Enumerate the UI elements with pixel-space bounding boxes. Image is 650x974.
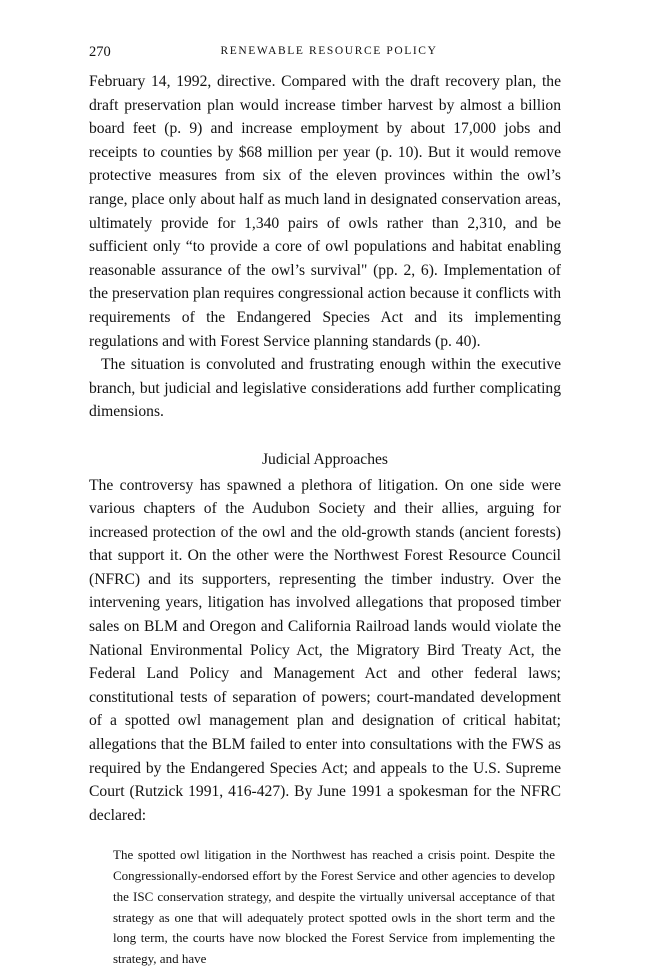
- paragraph-continuation: February 14, 1992, directive. Compared with the draft recovery plan, the draft preservation plan would increase timber harvest by almost a billion board feet (p. 9) and increase employment by about 17,000 jobs and receipts to counties by $68 million per year (p. 10). But it would remove protective measures from six of the eleven provinces within the owl’s range, place only about half as much land in designated conservation areas, ultimately provide for 1,340 pairs of owls rather than 2,310, and be sufficient only “to provide a core of owl populations and habitat enabling reasonable assurance of the owl’s survival" (pp. 2, 6). Implementation of the preservation plan requires congressional action because it conflicts with requirements of the Endangered Species Act and its implementing regulations and with Forest Service planning standards (p. 40).: [89, 73, 561, 350]
- block-quote: The spotted owl litigation in the Northwest has reached a crisis point. Despite the Congressionally-endorsed effort by the Forest Service and other agencies to develop the ISC conservation strategy, and despite the virtually universal acceptance of that strategy as one that will adequately protect spotted owls in the short term and the long term, the courts have now blocked the Forest Service from implementing the strategy, and have: [113, 847, 555, 966]
- page-header: [89, 44, 569, 64]
- page-number: 270: [89, 44, 111, 60]
- running-head: RENEWABLE RESOURCE POLICY: [220, 45, 438, 57]
- paragraph-executive-branch: The situation is convoluted and frustrating enough within the executive branch, but judicial and legislative considerations add further complicating dimensions.: [89, 356, 561, 421]
- body-text: [89, 70, 561, 970]
- section-heading: Judicial Approaches: [261, 450, 388, 468]
- paragraph-litigation: The controversy has spawned a plethora of litigation. On one side were various chapters of the Audubon Society and their allies, arguing for increased protection of the owl and the old-growth stands (ancient forests) that support it. On the other were the Northwest Forest Resource Council (NFRC) and its supporters, representing the timber industry. Over the intervening years, litigation has involved allegations that proposed timber sales on BLM and Oregon and California Railroad lands would violate the National Environmental Policy Act, the Migratory Bird Treaty Act, the Federal Land Policy and Management Act and other federal laws; constitutional tests of separation of powers; court-mandated development of a spotted owl management plan and designation of critical habitat; allegations that the BLM failed to enter into consultations with the FWS as required by the Endangered Species Act; and appeals to the U.S. Supreme Court (Rutzick 1991, 416-427). By June 1991 a spokesman for the NFRC declared:: [89, 476, 561, 824]
